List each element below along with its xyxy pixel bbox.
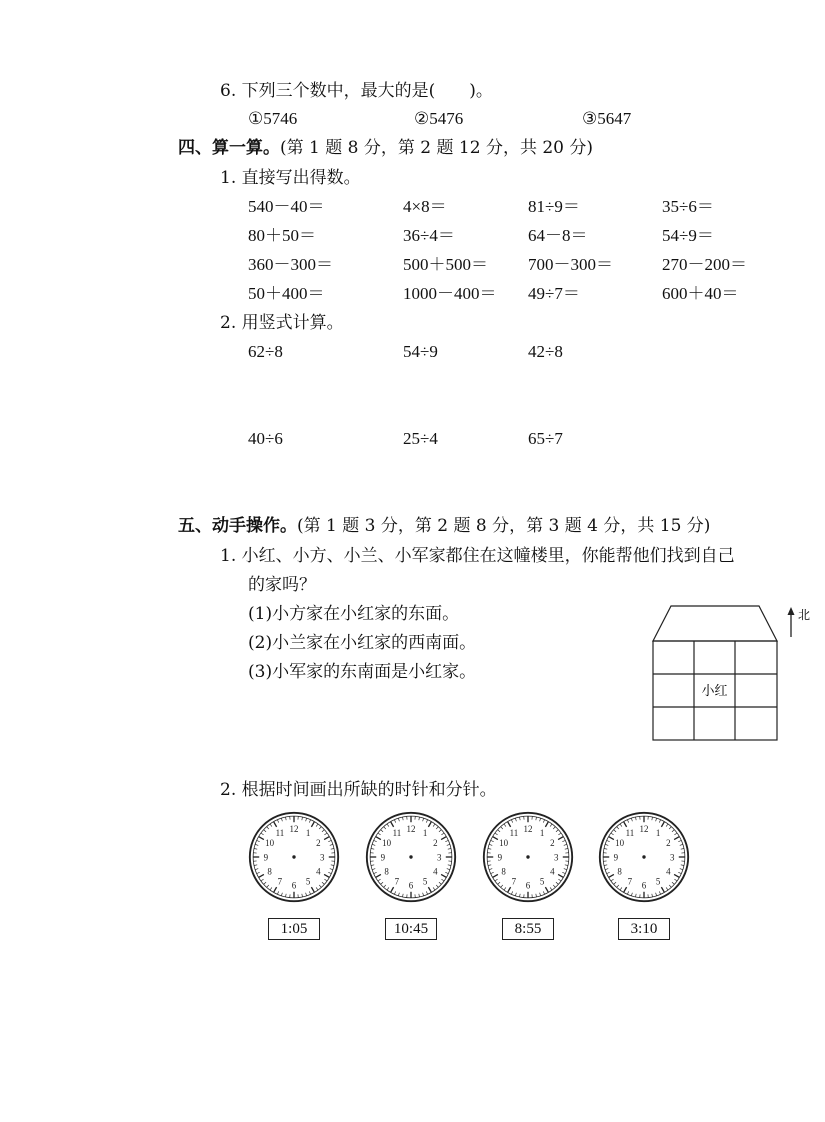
oral-calc-item: 700－300＝ <box>528 255 613 274</box>
time-label: 8:55 <box>502 918 554 940</box>
s5-q2-title: 2. 根据时间画出所缺的时针和分针。 <box>220 780 497 800</box>
svg-text:7: 7 <box>627 876 633 887</box>
svg-text:12: 12 <box>406 824 416 835</box>
q6-option-1: ①5746 <box>248 109 298 128</box>
vertical-calc-item: 65÷7 <box>528 429 563 448</box>
svg-text:1: 1 <box>422 827 428 838</box>
oral-calc-item: 50＋400＝ <box>248 284 325 303</box>
section-5-note: (第 1 题 3 分，第 2 题 8 分，第 3 题 4 分，共 15 分) <box>297 516 711 536</box>
svg-text:5: 5 <box>655 876 661 887</box>
svg-text:11: 11 <box>625 827 635 838</box>
svg-text:3: 3 <box>319 852 325 863</box>
svg-text:4: 4 <box>666 866 671 877</box>
s5-q1-line1: 1. 小红、小方、小兰、小军家都住在这幢楼里，你能帮他们找到自己 <box>220 546 735 566</box>
svg-text:1: 1 <box>305 827 311 838</box>
svg-text:4: 4 <box>550 866 555 877</box>
clock-face-icon <box>481 810 575 904</box>
oral-calc-item: 1000－400＝ <box>403 284 497 303</box>
north-arrow-icon <box>788 607 795 615</box>
svg-text:8: 8 <box>501 866 506 877</box>
svg-text:10: 10 <box>499 838 509 849</box>
clock-face-icon <box>597 810 691 904</box>
s4-q2-title: 2. 用竖式计算。 <box>220 313 344 333</box>
section-4-title: 四、算一算。 <box>178 138 280 158</box>
svg-text:4: 4 <box>433 866 438 877</box>
vertical-calc-item: 54÷9 <box>403 342 438 361</box>
svg-text:3: 3 <box>669 852 675 863</box>
q6-option-2: ②5476 <box>414 109 464 128</box>
svg-text:9: 9 <box>263 852 269 863</box>
svg-text:1: 1 <box>539 827 545 838</box>
s5-q1-line2: 的家吗？ <box>248 575 316 595</box>
time-label: 1:05 <box>268 918 320 940</box>
svg-text:10: 10 <box>615 838 625 849</box>
oral-calc-item: 4×8＝ <box>403 197 447 216</box>
svg-text:2: 2 <box>550 838 555 849</box>
svg-text:8: 8 <box>384 866 389 877</box>
oral-calc-item: 64－8＝ <box>528 226 588 245</box>
svg-text:5: 5 <box>305 876 311 887</box>
svg-text:1: 1 <box>655 827 661 838</box>
question-6-stem: 6. 下列三个数中，最大的是( )。 <box>220 81 493 101</box>
s4-q1-title: 1. 直接写出得数。 <box>220 168 361 188</box>
svg-text:7: 7 <box>394 876 400 887</box>
oral-calc-item: 81÷9＝ <box>528 197 580 216</box>
svg-text:12: 12 <box>289 824 299 835</box>
oral-calc-item: 360－300＝ <box>248 255 333 274</box>
svg-text:3: 3 <box>553 852 559 863</box>
clock-face-icon <box>364 810 458 904</box>
svg-text:6: 6 <box>408 880 414 891</box>
oral-calc-item: 600＋40＝ <box>662 284 739 303</box>
svg-text:8: 8 <box>267 866 272 877</box>
q6-option-3: ③5647 <box>582 109 632 128</box>
svg-text:9: 9 <box>613 852 619 863</box>
oral-calc-item: 270－200＝ <box>662 255 747 274</box>
svg-text:2: 2 <box>666 838 671 849</box>
clock-face-icon <box>247 810 341 904</box>
north-arrow <box>786 605 816 639</box>
svg-text:7: 7 <box>511 876 517 887</box>
svg-text:12: 12 <box>523 824 533 835</box>
svg-text:6: 6 <box>641 880 647 891</box>
svg-text:7: 7 <box>277 876 283 887</box>
vertical-calc-item: 40÷6 <box>248 429 283 448</box>
section-4-note: (第 1 题 8 分，第 2 题 12 分，共 20 分) <box>280 138 594 158</box>
svg-text:10: 10 <box>382 838 392 849</box>
time-label: 10:45 <box>385 918 437 940</box>
svg-text:5: 5 <box>422 876 428 887</box>
svg-text:2: 2 <box>316 838 321 849</box>
svg-text:11: 11 <box>392 827 402 838</box>
svg-text:10: 10 <box>265 838 275 849</box>
vertical-calc-item: 62÷8 <box>248 342 283 361</box>
oral-calc-item: 500＋500＝ <box>403 255 488 274</box>
vertical-calc-item: 25÷4 <box>403 429 438 448</box>
svg-text:2: 2 <box>433 838 438 849</box>
oral-calc-item: 54÷9＝ <box>662 226 714 245</box>
svg-text:11: 11 <box>509 827 519 838</box>
svg-text:8: 8 <box>617 866 622 877</box>
section-5-heading <box>178 515 710 537</box>
oral-calc-item: 49÷7＝ <box>528 284 580 303</box>
condition-item: (2)小兰家在小红家的西南面。 <box>248 633 477 653</box>
svg-text:9: 9 <box>380 852 386 863</box>
building-roof <box>653 606 777 641</box>
north-label: 北 <box>798 608 811 622</box>
svg-text:3: 3 <box>436 852 442 863</box>
svg-text:11: 11 <box>275 827 285 838</box>
svg-text:12: 12 <box>639 824 649 835</box>
oral-calc-item: 80＋50＝ <box>248 226 316 245</box>
svg-text:6: 6 <box>291 880 297 891</box>
vertical-calc-item: 42÷8 <box>528 342 563 361</box>
oral-calc-item: 36÷4＝ <box>403 226 455 245</box>
svg-text:5: 5 <box>539 876 545 887</box>
svg-text:4: 4 <box>316 866 321 877</box>
svg-text:6: 6 <box>525 880 531 891</box>
building-label-xiaohong: 小红 <box>701 684 728 699</box>
time-label: 3:10 <box>618 918 670 940</box>
building-diagram <box>651 605 779 741</box>
oral-calc-item: 540－40＝ <box>248 197 325 216</box>
condition-item: (1)小方家在小红家的东面。 <box>248 604 460 624</box>
svg-text:9: 9 <box>497 852 503 863</box>
section-5-title: 五、动手操作。 <box>178 516 297 536</box>
section-4-heading <box>178 137 593 159</box>
oral-calc-item: 35÷6＝ <box>662 197 714 216</box>
condition-item: (3)小军家的东南面是小红家。 <box>248 662 477 682</box>
